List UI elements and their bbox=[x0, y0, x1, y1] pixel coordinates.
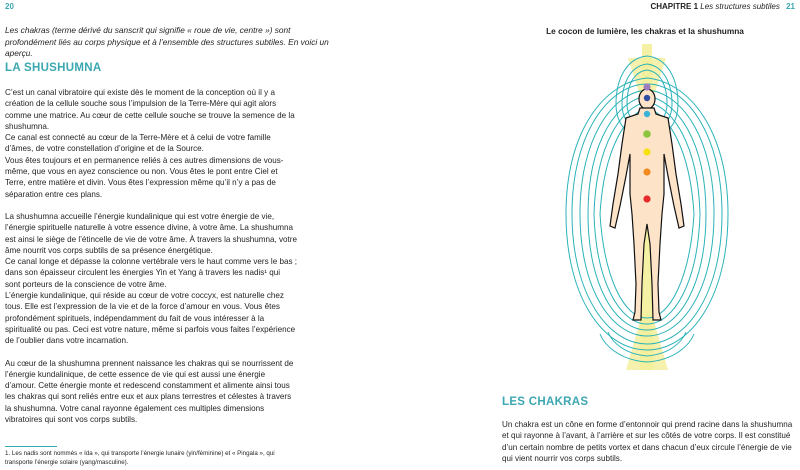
chakra-crown bbox=[644, 84, 651, 91]
intro-paragraph: Les chakras (terme dérivé du sanscrit qui signifie « roue de vie, centre ») sont profondément liés au corps physique et à l’ensemble des structures subtiles. En voici un aperçu. bbox=[5, 25, 329, 58]
aura-illustration bbox=[564, 44, 730, 370]
chakra-throat bbox=[644, 111, 650, 117]
chakra-solar-plexus bbox=[643, 148, 650, 155]
paragraph: Vous êtes toujours et en permanence reliés à ces autres dimensions de vous-même, que vous en ayez conscience ou non. Vous êtes le pont entre Ciel et Terre, entre matière et divin. Vous êtes l’expression même qu’il n’y a pas de séparation entre ces plans. bbox=[5, 155, 284, 199]
right-page bbox=[400, 0, 800, 470]
paragraph: L’énergie kundalinique, qui réside au cœur de votre coccyx, est naturelle chez tous. Elle est l’expression de la vie et de la force d’amour en vous. Vous êtes profondément spirituels, indépendamment du fait de vous intéresser à la spiritualité ou pas. Ceci est votre nature, même si parfois vous faites l’expérience de l’oublier dans votre incarnation. bbox=[5, 291, 296, 346]
running-header bbox=[650, 2, 795, 11]
chakra-third-eye bbox=[644, 95, 650, 101]
paragraph: Un chakra est un cône en forme d’entonnoir qui prend racine dans la shushumna et qui rayonne à l’avant, à l’arrière et sur les côtés de votre corps. Il est constitué d’un certain nombre de petits vortex et dans chacun d’eux circule l’énergie de vie qui vient nourrir vos corps subtils. bbox=[502, 420, 793, 463]
paragraph: Ce canal longe et dépasse la colonne vertébrale vers le haut comme vers le bas ; dans son épaisseur circulent les énergies Yin et Yang à travers les nadis¹ qui sont porteurs de la conscience de votre âme. bbox=[5, 257, 297, 289]
chakra-root bbox=[643, 195, 650, 202]
shushumna-body bbox=[5, 87, 297, 425]
figure-title: Le cocon de lumière, les chakras et la shushumna bbox=[546, 26, 744, 36]
section-title-shushumna: LA SHUSHUMNA bbox=[5, 62, 102, 74]
chapter-subtitle: Les structures subtiles bbox=[700, 2, 780, 11]
chakra-heart bbox=[643, 130, 651, 138]
chapter-label: CHAPITRE 1 bbox=[650, 2, 699, 11]
paragraph: Au cœur de la shushumna prennent naissance les chakras qui se nourrissent de l’énergie kundalinique, de cette essence de vie qui est aussi une énergie d’amour. Cette énergie monte et redescend constamment et alimente ainsi tous les chakras qui sont reliés entre eux et aux plans terrestres et célestes à travers la shushumna. Votre canal rayonne également ces multiples dimensions vibratoires qui sont vos corps subtils. bbox=[5, 358, 294, 425]
paragraph: La shushumna accueille l’énergie kundalinique qui est votre énergie de vie, l’énergie spirituelle naturelle à votre essence divine, à votre âme. La shushumna est ainsi le siège de l’étincelle de vie de votre âme. À travers la shushumna, votre âme nourrit vos corps subtils de sa présence énergétique. bbox=[5, 211, 297, 255]
chakra-sacral bbox=[643, 168, 650, 175]
page-number-right: 21 bbox=[786, 2, 795, 11]
paragraph: C’est un canal vibratoire qui existe dès le moment de la conception où il y a création de la cellule souche sous l’impulsion de la Terre-Mère qui agit alors comme une matrice. Au cœur de cette cellule souche se trouve la semence de la shushumna. bbox=[5, 88, 295, 131]
paragraph: Ce canal est connecté au cœur de la Terre-Mère et à celui de votre famille d’âmes, de votre constellation d’origine et de la Source. bbox=[5, 133, 271, 154]
footnote-divider bbox=[5, 446, 57, 447]
chakras-body bbox=[502, 419, 794, 464]
page-number-left: 20 bbox=[5, 2, 14, 11]
section-title-chakras: LES CHAKRAS bbox=[502, 396, 589, 408]
footnote: 1. Les nadis sont nommés « Ida », qui transporte l’énergie lunaire (yin/féminine) et « Pingala », qui transporte l’énergie solaire (yang/masculine). bbox=[5, 450, 275, 466]
